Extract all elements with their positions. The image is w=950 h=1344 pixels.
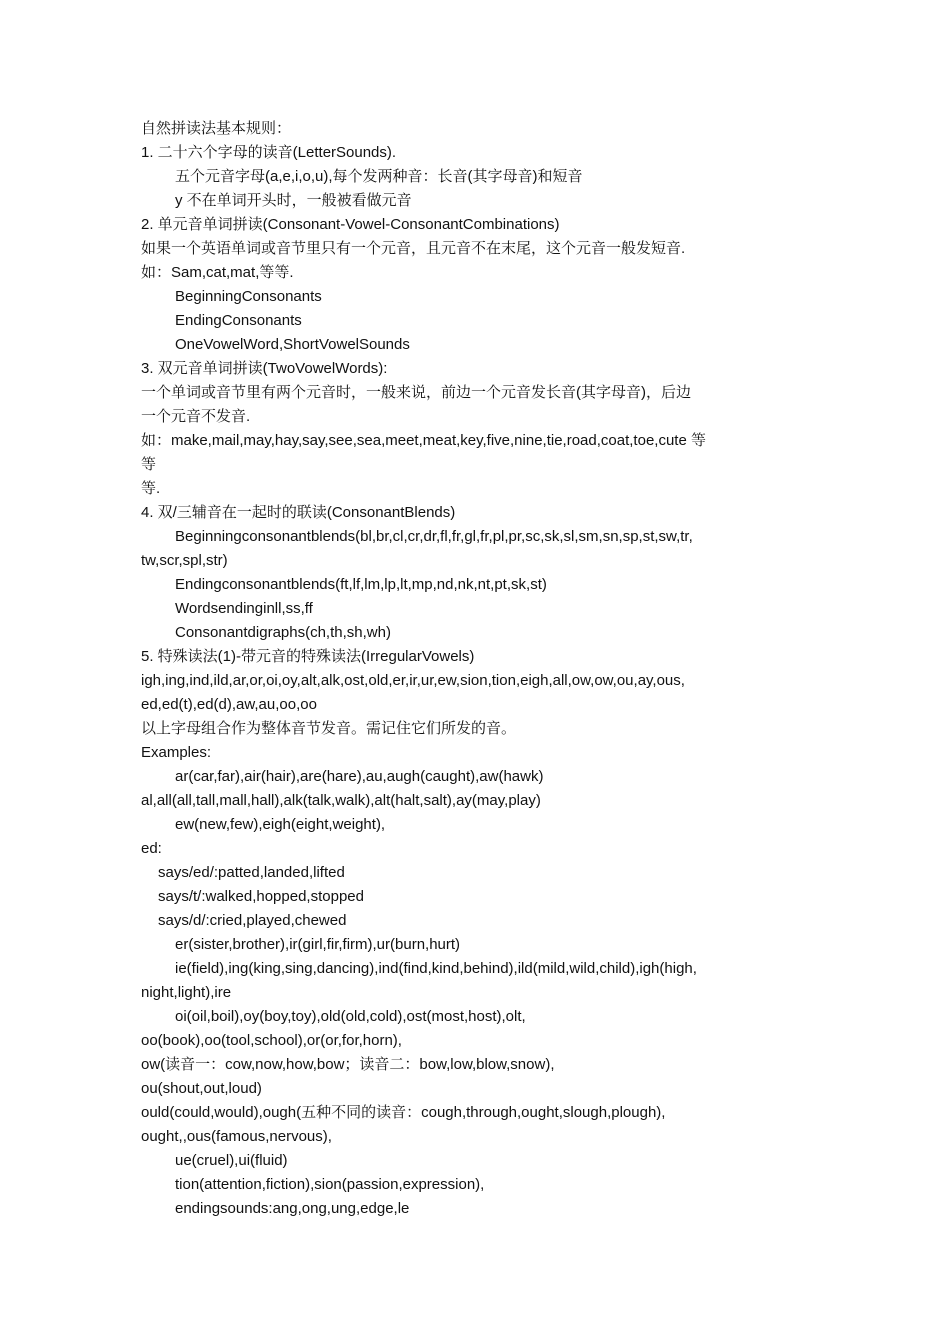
text-line: Consonantdigraphs(ch,th,sh,wh) bbox=[175, 624, 391, 641]
examples-label: Examples: bbox=[141, 744, 212, 761]
text-line: ou(shout,out,loud) bbox=[141, 1080, 262, 1097]
text-line: Beginningconsonantblends(bl,br,cl,cr,dr,fl,fr,gl,fr,pl,pr,sc,sk,sl,sm,sn,sp,st,sw,tr, bbox=[175, 528, 693, 545]
text-line: 如果一个英语单词或音节里只有一个元音，且元音不在末尾，这个元音一般发短音. bbox=[141, 240, 686, 257]
text-line: ar(car,far),air(hair),are(hare),au,augh(caught),aw(hawk) bbox=[175, 768, 544, 785]
text-line: 一个单词或音节里有两个元音时，一般来说，前边一个元音发长音(其字母音)，后边 bbox=[141, 384, 691, 401]
text-line: tion(attention,fiction),sion(passion,expression), bbox=[175, 1176, 485, 1193]
text-line: endingsounds:ang,ong,ung,edge,le bbox=[175, 1200, 410, 1217]
text-line: oo(book),oo(tool,school),or(or,for,horn), bbox=[141, 1032, 402, 1049]
text-line: igh,ing,ind,ild,ar,or,oi,oy,alt,alk,ost,old,er,ir,ur,ew,sion,tion,eigh,all,ow,ow,ou,ay,ous, bbox=[141, 672, 685, 689]
text-line: al,all(all,tall,mall,hall),alk(talk,walk),alt(halt,salt),ay(may,play) bbox=[141, 792, 541, 809]
text-line: ie(field),ing(king,sing,dancing),ind(find,kind,behind),ild(mild,wild,child),igh(high, bbox=[175, 960, 697, 977]
text-line: ed,ed(t),ed(d),aw,au,oo,oo bbox=[141, 696, 317, 713]
text-line: oi(oil,boil),oy(boy,toy),old(old,cold),ost(most,host),olt, bbox=[175, 1008, 526, 1025]
text-line: says/ed/:patted,landed,lifted bbox=[158, 864, 345, 881]
text-line: ed: bbox=[141, 840, 162, 857]
text-line: Wordsendinginll,ss,ff bbox=[175, 600, 313, 617]
text-line: 一个元音不发音. bbox=[141, 408, 251, 425]
text-line: 五个元音字母(a,e,i,o,u),每个发两种音：长音(其字母音)和短音 bbox=[175, 168, 583, 185]
text-line: tw,scr,spl,str) bbox=[141, 552, 228, 569]
section-heading-2: 2. 单元音单词拼读(Consonant-Vowel-ConsonantCombinations) bbox=[141, 216, 560, 233]
document-body bbox=[141, 117, 801, 1221]
text-line: Endingconsonantblends(ft,lf,lm,lp,lt,mp,nd,nk,nt,pt,sk,st) bbox=[175, 576, 547, 593]
text-line: EndingConsonants bbox=[175, 312, 302, 329]
text-line: ew(new,few),eigh(eight,weight), bbox=[175, 816, 386, 833]
text-line: BeginningConsonants bbox=[175, 288, 322, 305]
section-heading-3: 3. 双元音单词拼读(TwoVowelWords): bbox=[141, 360, 388, 377]
text-line: 等 bbox=[141, 456, 157, 473]
text-line: 以上字母组合作为整体音节发音。需记住它们所发的音。 bbox=[141, 720, 517, 737]
text-line: night,light),ire bbox=[141, 984, 232, 1001]
doc-title: 自然拼读法基本规则： bbox=[141, 120, 292, 137]
section-heading-1: 1. 二十六个字母的读音(LetterSounds). bbox=[141, 144, 397, 161]
text-line: ow(读音一：cow,now,how,bow；读音二：bow,low,blow,snow), bbox=[141, 1056, 555, 1073]
text-line: ould(could,would),ough(五种不同的读音：cough,through,ought,slough,plough), bbox=[141, 1104, 666, 1121]
text-line: 等. bbox=[141, 480, 161, 497]
text-line: 如：make,mail,may,hay,say,see,sea,meet,meat,key,five,nine,tie,road,coat,toe,cute 等 bbox=[141, 432, 706, 449]
text-line: says/t/:walked,hopped,stopped bbox=[158, 888, 364, 905]
section-heading-4: 4. 双/三辅音在一起时的联读(ConsonantBlends) bbox=[141, 504, 456, 521]
text-line: OneVowelWord,ShortVowelSounds bbox=[175, 336, 410, 353]
text-line: ought,,ous(famous,nervous), bbox=[141, 1128, 332, 1145]
text-line: er(sister,brother),ir(girl,fir,firm),ur(burn,hurt) bbox=[175, 936, 461, 953]
text-line: ue(cruel),ui(fluid) bbox=[175, 1152, 288, 1169]
text-line: 如：Sam,cat,mat,等等. bbox=[141, 264, 294, 281]
text-line: y 不在单词开头时，一般被看做元音 bbox=[175, 192, 412, 209]
text-line: says/d/:cried,played,chewed bbox=[158, 912, 347, 929]
section-heading-5: 5. 特殊读法(1)-带元音的特殊读法(IrregularVowels) bbox=[141, 648, 475, 665]
